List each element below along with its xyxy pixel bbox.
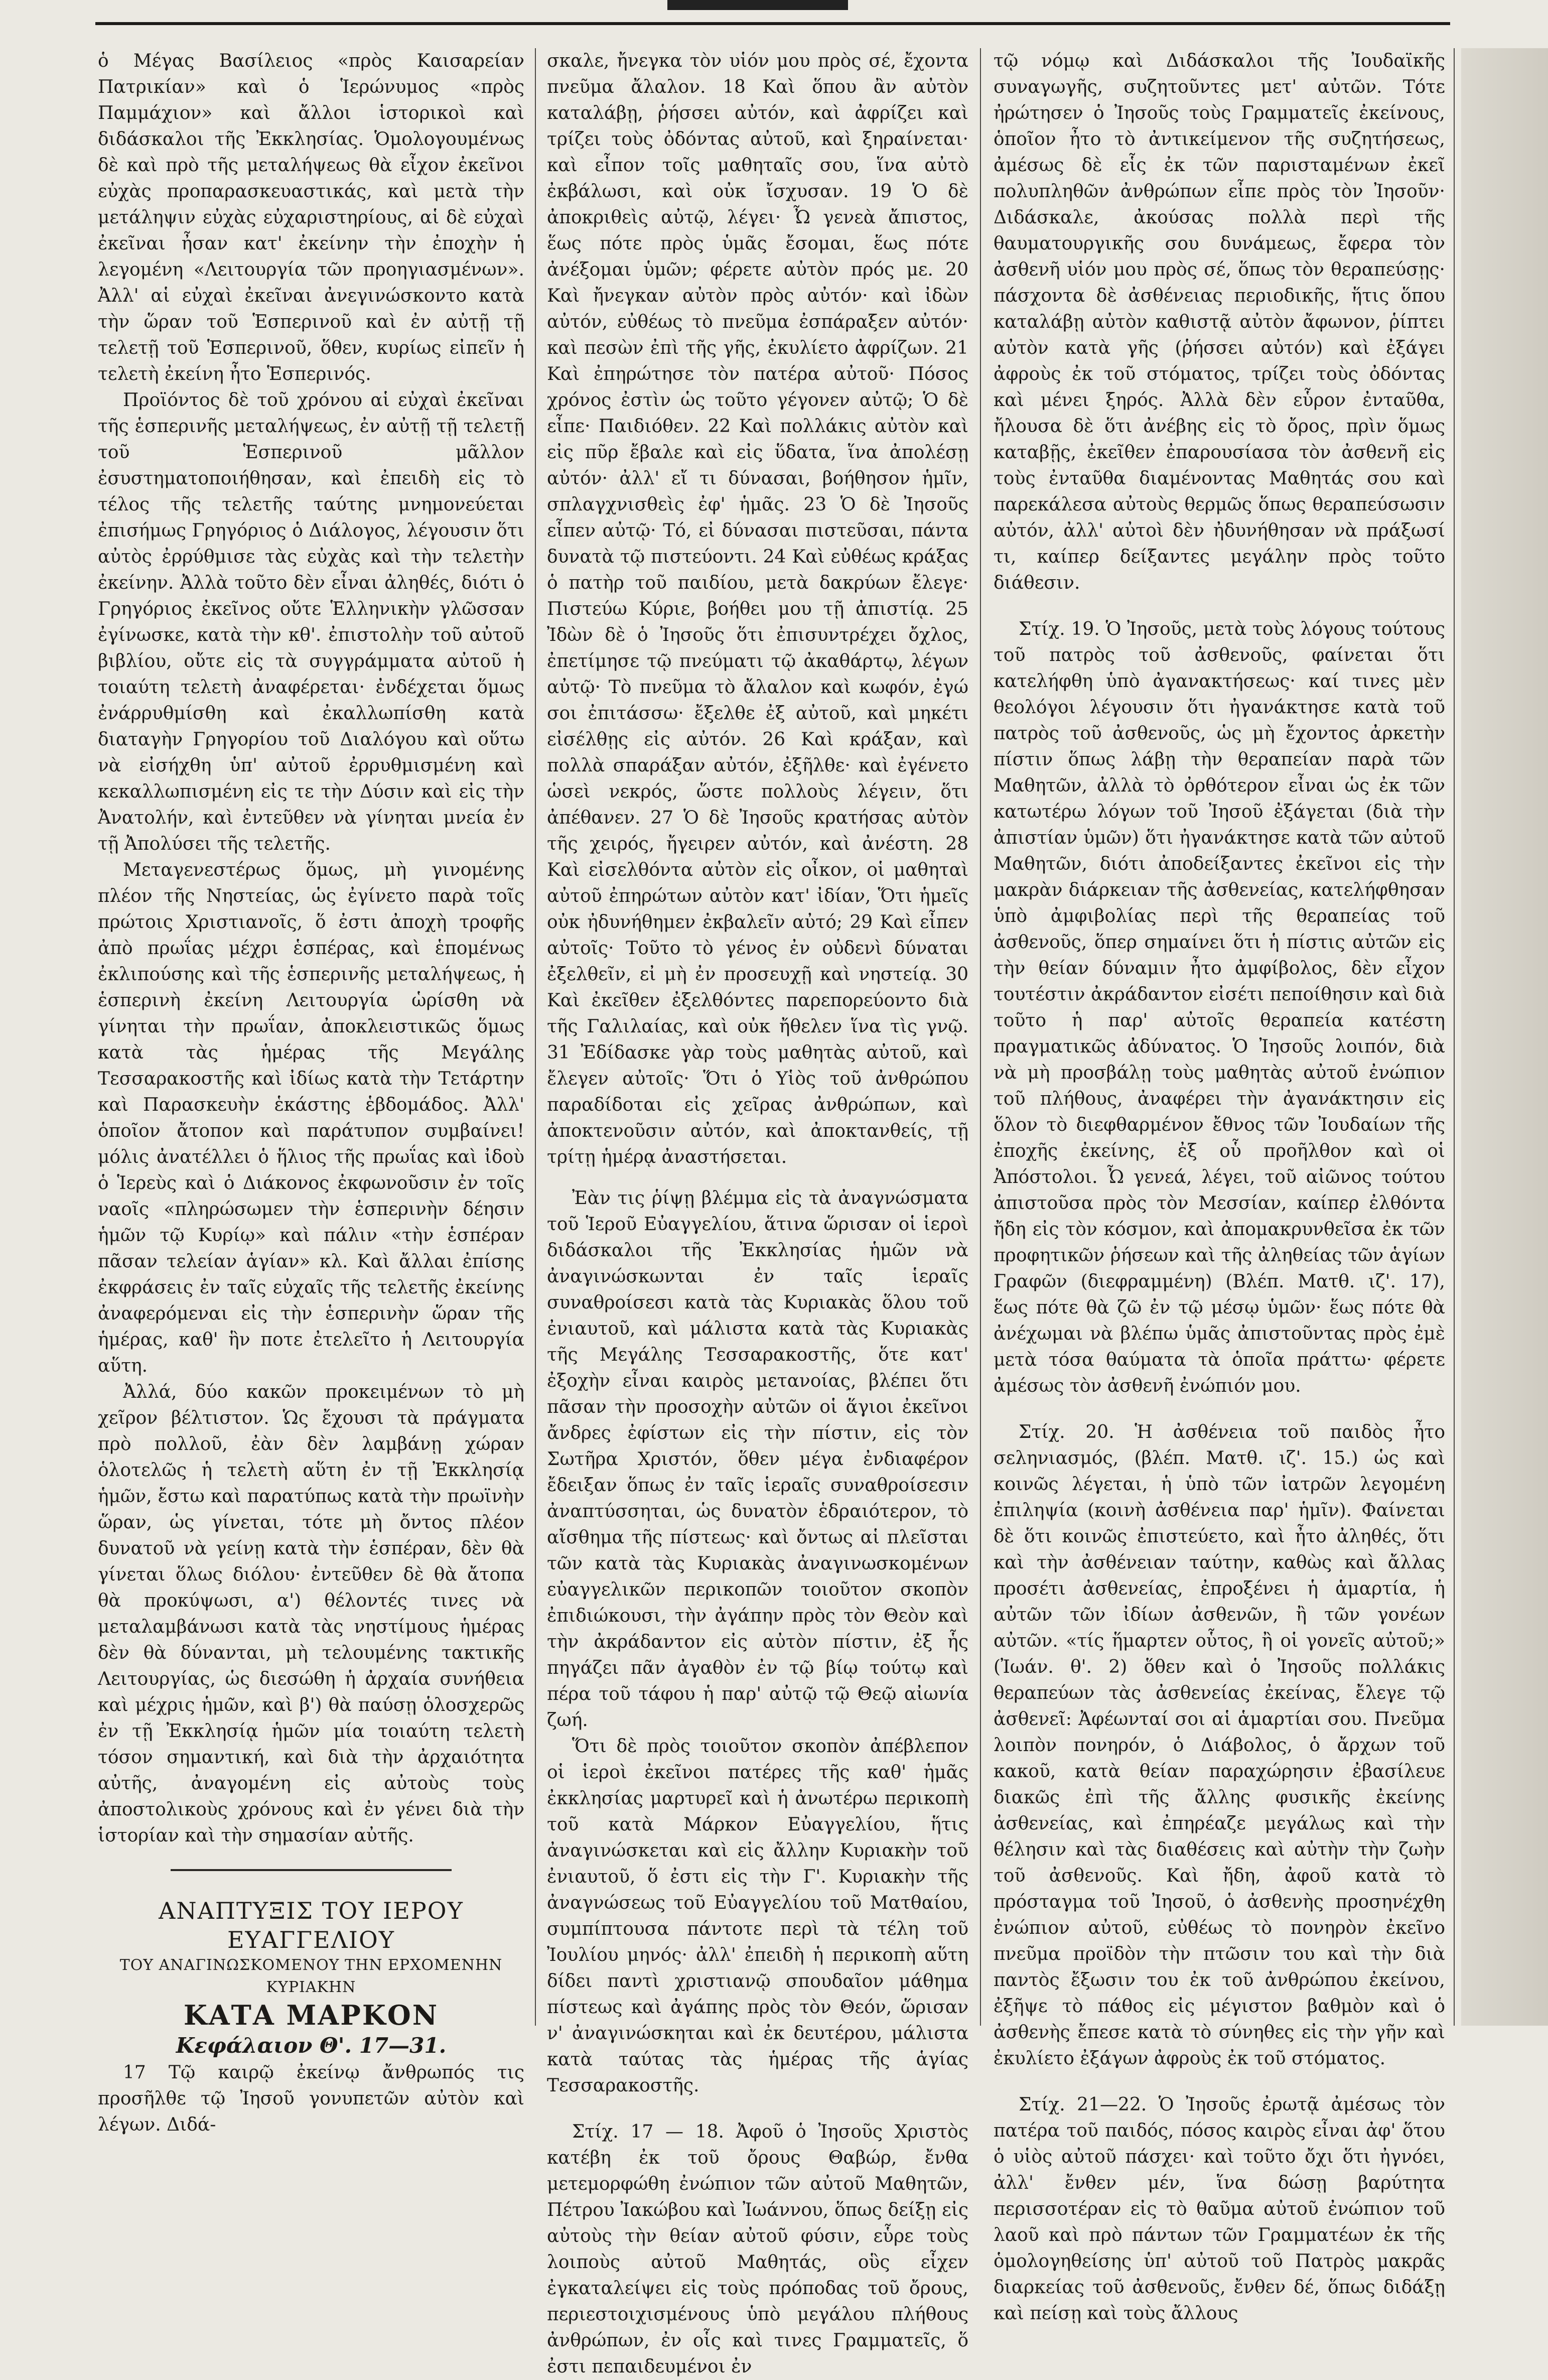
section-subtitle: ΤΟΥ ΑΝΑΓΙΝΩΣΚΟΜΕΝΟΥ ΤΗΝ ΕΡΧΟΜΕΝΗΝ ΚΥΡΙΑΚΗΝ xyxy=(119,1956,503,1996)
col1-paragraph-1: ὁ Μέγας Βασίλειος «πρὸς Καισαρείαν Πατρικίαν» καὶ ὁ Ἱερώνυμος «πρὸς Παμμάχιον» καὶ ἄλλοι ἱστορικοὶ καὶ διδάσκαλοι τῆς Ἐκκλησίας. Ὁμολογουμένως δὲ καὶ πρὸ τῆς μεταλήψεως θὰ εἶχον ἐκεῖνοι εὐχὰς προπαρασκευαστικάς, καὶ μετὰ τὴν μετάληψιν εὐχὰς εὐχαριστηρίους, αἱ δὲ εὐχαὶ ἐκεῖναι ἦσαν κατ' ἐκείνην τὴν ἐποχὴν ἡ λεγομένη «Λειτουργία τῶν προηγιασμένων». Ἀλλ' αἱ εὐχαὶ ἐκεῖναι ἀνεγινώσκοντο κατὰ τὴν ὥραν τοῦ Ἑσπερινοῦ καὶ ἐν αὐτῇ τῇ τελετῇ τοῦ Ἑσπερινοῦ, ὅθεν, κυρίως εἰπεῖν ἡ τελετὴ ἐκείνη ἦτο Ἑσπερινός. xyxy=(98,51,524,384)
column-divider-3 xyxy=(1454,48,1455,2026)
top-rule xyxy=(95,22,1450,25)
col2-paragraph-3: Ὅτι δὲ πρὸς τοιοῦτον σκοπὸν ἀπέβλεπον οἱ ἱεροὶ ἐκεῖνοι πατέρες τῆς καθ' ἡμᾶς ἐκκλησίας μαρτυρεῖ καὶ ἡ ἀνωτέρω περικοπὴ τοῦ κατὰ Μάρκον Εὐαγγελίου, ἥτις ἀναγινώσκεται καὶ εἰς ἄλλην Κυριακὴν τοῦ ἐνιαυτοῦ, ὅ ἐστι εἰς τὴν Γ'. Κυριακὴν τῆς ἀναγνώσεως τοῦ Εὐαγγελίου τοῦ Ματθαίου, συμπίπτουσα πάντοτε περὶ τὰ τέλη τοῦ Ἰουλίου μηνός· ἀλλ' ἐπειδὴ ἡ περικοπὴ αὕτη δίδει παντὶ χριστιανῷ σπουδαῖον μάθημα πίστεως καὶ ἀγάπης πρὸς τὸν Θεόν, ὥρισαν ν' ἀναγινώσκηται καὶ ἐκ δευτέρου, μάλιστα κατὰ ταύτας τὰς ἡμέρας τῆς ἁγίας Τεσσαρακοστῆς. xyxy=(547,1736,968,2096)
col3-verse-19: Στίχ. 19. Ὁ Ἰησοῦς, μετὰ τοὺς λόγους τούτους τοῦ πατρὸς τοῦ ἀσθενοῦς, φαίνεται ὅτι κατελήφθη ὑπὸ ἀγανακτήσεως· καί τινες μὲν θεολόγοι λέγουσιν ὅτι ἠγανάκτησε κατὰ τοῦ πατρὸς τοῦ ἀσθενοῦς, ὡς μὴ ἔχοντος ἀρκετὴν πίστιν ὅπως λάβῃ τὴν θεραπείαν παρὰ τῶν Μαθητῶν, ἀλλὰ τὸ ὀρθότερον εἶναι ὡς ἐκ τῶν κατωτέρω λόγων τοῦ Ἰησοῦ ἐξάγεται (διὰ τὴν ἀπιστίαν ὑμῶν) ὅτι ἠγανάκτησε κατὰ τῶν αὐτοῦ Μαθητῶν, διότι ἀποδείξαντες ἐκεῖνοι εἰς τὴν μακρὰν διάρκειαν τῆς ἀσθενείας, κατελήφθησαν ὑπὸ ἀμφιβολίας περὶ τῆς θεραπείας τοῦ ἀσθενοῦς, ὅπερ σημαίνει ὅτι ἡ πίστις αὐτῶν εἰς τὴν θείαν δύναμιν ἦτο ἀμφίβολος, δὲν εἶχον τουτέστιν ἀκράδαντον εἰσέτι πεποίθησιν καὶ διὰ τοῦτο ἡ παρ' αὐτοῖς θεραπεία κατέστη πραγματικῶς ἀδύνατος. Ὁ Ἰησοῦς λοιπόν, διὰ νὰ μὴ προσβάλῃ τοὺς μαθητὰς αὐτοῦ ἐνώπιον τοῦ πλήθους, ἀναφέρει τὴν ἀγανάκτησιν εἰς ὅλον τὸ διεφθαρμένον ἔθνος τῶν Ἰουδαίων τῆς ἐποχῆς ἐκείνης, ἐξ οὗ προῆλθον καὶ οἱ Ἀπόστολοι. Ὦ γενεά, λέγει, τοῦ αἰῶνος τούτου ἀπιστοῦσα πρὸς τὸν Μεσσίαν, καίπερ ἐλθόντα ἤδη εἰς τὸν κόσμον, καὶ ἀπομακρυνθεῖσα ἐκ τῶν προφητικῶν ῥήσεων καὶ τῆς ἀληθείας τῶν ἁγίων Γραφῶν (διεφραμμένη) (Βλέπ. Ματθ. ιζ'. 17), ἕως πότε θὰ ζῶ ἐν τῷ μέσῳ ὑμῶν· ἕως πότε θὰ ἀνέχωμαι νὰ βλέπω ὑμᾶς ἀπιστοῦντας πρὸς ἐμὲ μετὰ τόσα θαύματα τὰ ὁποῖα πράττω· φέρετε ἀμέσως τὸν ἀσθενῆ ἐνώπιόν μου. xyxy=(994,619,1445,1396)
col1-paragraph-3: Μεταγενεστέρως ὅμως, μὴ γινομένης πλέον τῆς Νηστείας, ὡς ἐγίνετο παρὰ τοῖς πρώτοις Χριστιανοῖς, ὅ ἐστι ἀποχὴ τροφῆς ἀπὸ πρωΐας μέχρι ἑσπέρας, καὶ ἑπομένως ἐκλιπούσης καὶ τῆς ἑσπερινῆς μεταλήψεως, ἡ ἑσπερινὴ ἐκείνη Λειτουργία ὡρίσθη νὰ γίνηται τὴν πρωΐαν, ἀποκλειστικῶς ὅμως κατὰ τὰς ἡμέρας τῆς Μεγάλης Τεσσαρακοστῆς καὶ ἰδίως κατὰ τὴν Τετάρτην καὶ Παρασκευὴν ἑκάστης ἑβδομάδος. Ἀλλ' ὁποῖον ἄτοπον καὶ παράτυπον συμβαίνει! μόλις ἀνατέλλει ὁ ἥλιος τῆς πρωΐας καὶ ἰδοὺ ὁ Ἱερεὺς καὶ ὁ Διάκονος ἐκφωνοῦσιν ἐν τοῖς ναοῖς «πληρώσωμεν τὴν ἑσπερινὴν δέησιν ἡμῶν τῷ Κυρίῳ» καὶ πάλιν «τὴν ἑσπέραν πᾶσαν τελείαν ἁγίαν» κλ. Καὶ ἄλλαι ἐπίσης ἐκφράσεις ἐν ταῖς εὐχαῖς τῆς τελετῆς ἐκείνης ἀναφερόμεναι εἰς τὴν ἑσπερινὴν ὥραν τῆς ἡμέρας, καθ' ἣν ποτε ἐτελεῖτο ἡ Λειτουργία αὕτη. xyxy=(98,860,524,1376)
col2-gospel-text: σκαλε, ἤνεγκα τὸν υἱόν μου πρὸς σέ, ἔχοντα πνεῦμα ἄλαλον. 18 Καὶ ὅπου ἂν αὐτὸν καταλάβῃ, ῥήσσει αὐτόν, καὶ ἀφρίζει καὶ τρίζει τοὺς ὀδόντας αὐτοῦ, καὶ ξηραίνεται· καὶ εἶπον τοῖς μαθηταῖς σου, ἵνα αὐτὸ ἐκβάλωσι, καὶ οὐκ ἴσχυσαν. 19 Ὁ δὲ ἀποκριθεὶς αὐτῷ, λέγει· Ὦ γενεὰ ἄπιστος, ἕως πότε πρὸς ὑμᾶς ἔσομαι, ἕως πότε ἀνέξομαι ὑμῶν; φέρετε αὐτὸν πρός με. 20 Καὶ ἤνεγκαν αὐτὸν πρὸς αὐτόν· καὶ ἰδὼν αὐτόν, εὐθέως τὸ πνεῦμα ἐσπάραξεν αὐτόν· καὶ πεσὼν ἐπὶ τῆς γῆς, ἐκυλίετο ἀφρίζων. 21 Καὶ ἐπηρώτησε τὸν πατέρα αὐτοῦ· Πόσος χρόνος ἐστὶν ὡς τοῦτο γέγονεν αὐτῷ; Ὁ δὲ εἶπε· Παιδιόθεν. 22 Καὶ πολλάκις αὐτὸν καὶ εἰς πῦρ ἔβαλε καὶ εἰς ὕδατα, ἵνα ἀπολέσῃ αὐτόν· ἀλλ' εἴ τι δύνασαι, βοήθησον ἡμῖν, σπλαγχνισθεὶς ἐφ' ἡμᾶς. 23 Ὁ δὲ Ἰησοῦς εἶπεν αὐτῷ· Τό, εἰ δύνασαι πιστεῦσαι, πάντα δυνατὰ τῷ πιστεύοντι. 24 Καὶ εὐθέως κράξας ὁ πατὴρ τοῦ παιδίου, μετὰ δακρύων ἔλεγε· Πιστεύω Κύριε, βοήθει μου τῇ ἀπιστίᾳ. 25 Ἰδὼν δὲ ὁ Ἰησοῦς ὅτι ἐπισυντρέχει ὄχλος, ἐπετίμησε τῷ πνεύματι τῷ ἀκαθάρτῳ, λέγων αὐτῷ· Τὸ πνεῦμα τὸ ἄλαλον καὶ κωφόν, ἐγώ σοι ἐπιτάσσω· ἔξελθε ἐξ αὐτοῦ, καὶ μηκέτι εἰσέλθῃς εἰς αὐτόν. 26 Καὶ κράξαν, καὶ πολλὰ σπαράξαν αὐτόν, ἐξῆλθε· καὶ ἐγένετο ὡσεὶ νεκρός, ὥστε πολλοὺς λέγειν, ὅτι ἀπέθανεν. 27 Ὁ δὲ Ἰησοῦς κρατήσας αὐτὸν τῆς χειρός, ἤγειρεν αὐτόν, καὶ ἀνέστη. 28 Καὶ εἰσελθόντα αὐτὸν εἰς οἶκον, οἱ μαθηταὶ αὐτοῦ ἐπηρώτων αὐτὸν κατ' ἰδίαν, Ὅτι ἡμεῖς οὐκ ἠδυνήθημεν ἐκβαλεῖν αὐτό; 29 Καὶ εἶπεν αὐτοῖς· Τοῦτο τὸ γένος ἐν οὐδενὶ δύναται ἐξελθεῖν, εἰ μὴ ἐν προσευχῇ καὶ νηστείᾳ. 30 Καὶ ἐκεῖθεν ἐξελθόντες παρεπορεύοντο διὰ τῆς Γαλιλαίας, καὶ οὐκ ἤθελεν ἵνα τὶς γνῷ. 31 Ἐδίδασκε γὰρ τοὺς μαθητὰς αὐτοῦ, καὶ ἔλεγεν αὐτοῖς· Ὅτι ὁ Υἱὸς τοῦ ἀνθρώπου παραδίδοται εἰς χεῖρας ἀνθρώπων, καὶ ἀποκτενοῦσιν αὐτόν, καὶ ἀποκτανθείς, τῇ τρίτῃ ἡμέρᾳ ἀναστήσεται. xyxy=(547,51,968,1167)
col3-verse-20: Στίχ. 20. Ἡ ἀσθένεια τοῦ παιδὸς ἦτο σεληνιασμός, (βλέπ. Ματθ. ιζ'. 15.) ὡς καὶ κοινῶς λέγεται, ἡ ὑπὸ τῶν ἰατρῶν λεγομένη ἐπιληψία (κοινὴ ἀσθένεια παρ' ἡμῖν). Φαίνεται δὲ ὅτι κοινῶς ἐπιστεύετο, καὶ ἦτο ἀληθές, ὅτι καὶ τὴν ἀσθένειαν ταύτην, καθὼς καὶ ἄλλας προσέτι ἀσθενείας, ἐπροξένει ἡ ἁμαρτία, ἡ αὐτῶν τῶν ἰδίων ἀσθενῶν, ἢ τῶν γονέων αὐτῶν. «τίς ἥμαρτεν οὗτος, ἢ οἱ γονεῖς αὐτοῦ;» (Ἰωάν. θ'. 2) ὅθεν καὶ ὁ Ἰησοῦς πολλάκις θεραπεύων τὰς ἀσθενείας ἐκείνας, ἔλεγε τῷ ἀσθενεῖ: Ἀφέωνταί σοι αἱ ἁμαρτίαι σου. Πνεῦμα λοιπὸν πονηρόν, ὁ Διάβολος, ὁ ἄρχων τοῦ κακοῦ, κατὰ θείαν παραχώρησιν ἐβασίλευε διακῶς ἐπὶ τῆς ἄλλης φυσικῆς ἐκείνης ἀσθενείας, καὶ ἐπηρέαζε μεγάλως καὶ τὴν θέλησιν καὶ τὰς διαθέσεις καὶ αὐτὴν τὴν ζωὴν τοῦ ἀσθενοῦς. Καὶ ἤδη, ἀφοῦ κατὰ τὸ πρόσταγμα τοῦ Ἰησοῦ, ὁ ἀσθενὴς προσηνέχθη ἐνώπιον αὐτοῦ, εὐθέως τὸ πονηρὸν ἐκεῖνο πνεῦμα προϊδὸν τὴν πτῶσιν του καὶ τὴν διὰ παντὸς ἔξωσιν του ἐκ τοῦ ἀνθρώπου ἐκείνου, ἐξῆψε τὸ πάθος εἰς μέγιστον βαθμὸν καὶ ὁ ἀσθενὴς ἔπεσε κατὰ τὸ σύνηθες εἰς τὴν γῆν καὶ ἐκυλίετο ἐξάγων ἀφροὺς ἐκ τοῦ στόματος. xyxy=(994,1422,1445,2069)
column-divider-2 xyxy=(980,48,981,2026)
column-divider-1 xyxy=(535,48,536,2026)
column-2 xyxy=(547,48,968,2377)
section-title: ΑΝΑΠΤΥΞΙΣ ΤΟΥ ΙΕΡΟΥ ΕΥΑΓΓΕΛΙΟΥ xyxy=(159,1897,464,1953)
col2-verse-commentary: Στίχ. 17 — 18. Ἀφοῦ ὁ Ἰησοῦς Χριστὸς κατέβη ἐκ τοῦ ὄρους Θαβώρ, ἔνθα μετεμορφώθη ἐνώπιον τῶν αὐτοῦ Μαθητῶν, Πέτρου Ἰακώβου καὶ Ἰωάννου, ὅπως δείξῃ εἰς αὐτοὺς τὴν θείαν αὐτοῦ φύσιν, εὗρε τοὺς λοιποὺς αὐτοῦ Μαθητάς, οὓς εἶχεν ἐγκαταλείψει εἰς τοὺς πρόποδας τοῦ ὄρους, περιεστοιχισμένους ὑπὸ μεγάλου πλήθους ἀνθρώπων, ἐν οἷς καὶ τινες Γραμματεῖς, ὅ ἐστι πεπαιδευμένοι ἐν xyxy=(547,2122,968,2377)
column-3 xyxy=(994,48,1445,2324)
col3-paragraph-1: τῷ νόμῳ καὶ Διδάσκαλοι τῆς Ἰουδαϊκῆς συναγωγῆς, συζητοῦντες μετ' αὐτῶν. Τότε ἠρώτησεν ὁ Ἰησοῦς τοὺς Γραμματεῖς ἐκείνους, ὁποῖον ἦτο τὸ ἀντικείμενον τῆς συζητήσεως, ἀμέσως δὲ εἷς ἐκ τῶν παρισταμένων ἐκεῖ πολυπληθῶν ἀνθρώπων εἶπε πρὸς τὸν Ἰησοῦν· Διδάσκαλε, ἀκούσας πολλὰ περὶ τῆς θαυματουργικῆς σου δυνάμεως, ἔφερα τὸν ἀσθενῆ υἱόν μου πρὸς σέ, ὅπως τὸν θεραπεύσῃς· πάσχοντα δὲ ἀσθένειας περιοδικῆς, ἥτις ὅπου καταλάβῃ αὐτὸν καθιστᾷ αὐτὸν ἄφωνον, ῥίπτει αὐτὸν κατὰ γῆς (ῥήσσει αὐτόν) καὶ ἐξάγει ἀφροὺς ἐκ τοῦ στόματος, τρίζει τοὺς ὀδόντας καὶ μένει ξηρός. Ἀλλὰ δὲν εὗρον ἐνταῦθα, ἤλουσα δὲ ὅτι ἀνέβης εἰς τὸ ὄρος, πρὶν ὅμως καταβῇς, ἐκεῖθεν ἐπαρουσίασα τὸν ἀσθενῆ εἰς τοὺς ἐνταῦθα διαμένοντας Μαθητάς σου καὶ παρεκάλεσα αὐτοὺς θερμῶς ὅπως θεραπεύσωσιν αὐτόν, ἀλλ' αὐτοὶ δὲν ἠδυνήθησαν νὰ πράξωσί τι, καίπερ δείξαντες μεγάλην πρὸς τοῦτο διάθεσιν. xyxy=(994,51,1445,593)
adjacent-page-edge xyxy=(1461,48,1548,2026)
col3-verse-21-22: Στίχ. 21—22. Ὁ Ἰησοῦς ἐρωτᾷ ἀμέσως τὸν πατέρα τοῦ παιδός, πόσος καιρὸς εἶναι ἀφ' ὅτου ὁ υἱὸς αὐτοῦ πάσχει· καὶ τοῦτο ὄχι ὅτι ἠγνόει, ἀλλ' ἔνθεν μέν, ἵνα δώσῃ βαρύτητα περισσοτέραν εἰς τὸ θαῦμα αὐτοῦ ἐνώπιον τοῦ λαοῦ καὶ πρὸ πάντων τῶν Γραμματέων ἐκ τῆς ὁμολογηθείσης ὑπ' αὐτοῦ τοῦ Πατρὸς μακρᾶς διαρκείας τοῦ ἀσθενοῦς, ἔνθεν δέ, ὅπως διδάξῃ καὶ πείσῃ καὶ τοὺς ἄλλους xyxy=(994,2094,1445,2324)
verse-start: 17 Τῷ καιρῷ ἐκείνῳ ἄνθρωπός τις προσῆλθε τῷ Ἰησοῦ γονυπετῶν αὐτὸν καὶ λέγων. Διδά- xyxy=(98,2062,524,2135)
col1-paragraph-2: Προϊόντος δὲ τοῦ χρόνου αἱ εὐχαὶ ἐκεῖναι τῆς ἑσπερινῆς μεταλήψεως, ἐν αὐτῇ τῇ τελετῇ τοῦ Ἑσπερινοῦ μᾶλλον ἐσυστηματοποιήθησαν, καὶ ἐπειδὴ εἰς τὸ τέλος τῆς τελετῆς ταύτης μνημονεύεται ἐπισήμως Γρηγόριος ὁ Διάλογος, λέγουσιν ὅτι αὐτὸς ἐρρύθμισε τὰς εὐχὰς καὶ τὴν τελετὴν ἐκείνην. Ἀλλὰ τοῦτο δὲν εἶναι ἀληθές, διότι ὁ Γρηγόριος ἐκεῖνος οὔτε Ἑλληνικὴν γλῶσσαν ἐγίνωσκε, κατὰ τὴν κθ'. ἐπιστολὴν τοῦ αὐτοῦ βιβλίου, οὔτε εἰς τὰ συγγράμματα αὐτοῦ ἡ τοιαύτη τελετὴ ἀναφέρεται· ἐνδέχεται ὅμως ἐνάρρυθμίσθη καὶ ἐκαλλωπίσθη κατὰ διαταγὴν Γρηγορίου τοῦ Διαλόγου καὶ οὕτω νὰ εἰσήχθη ὑπ' αὐτοῦ ἐρρυθμισμένη καὶ κεκαλλωπισμένη εἰς τε τὴν Δύσιν καὶ εἰς τὴν Ἀνατολήν, καὶ ἐντεῦθεν νὰ γίνηται μνεία ἐν τῇ Ἀπολύσει τῆς τελετῆς. xyxy=(98,390,524,854)
gospel-title: ΚΑΤΑ ΜΑΡΚΟΝ xyxy=(183,1999,439,2031)
column-1 xyxy=(98,48,524,2135)
masthead-fragment xyxy=(667,0,848,10)
col1-paragraph-4: Ἀλλά, δύο κακῶν προκειμένων τὸ μὴ χεῖρον βέλτιστον. Ὡς ἔχουσι τὰ πράγματα πρὸ πολλοῦ, ἐὰν δὲν λαμβάνῃ χώραν ὁλοτελῶς ἡ τελετὴ αὕτη ἐν τῇ Ἐκκλησίᾳ ἡμῶν, ἔστω καὶ παρατύπως κατὰ τὴν πρωϊνὴν ὥραν, ὡς γίνεται, τότε μὴ ὄντος πλέον δυνατοῦ νὰ γείνῃ κατὰ τὴν ἑσπέραν, δὲν θὰ γίνεται ὅλως διόλου· ἐντεῦθεν δὲ θὰ ἄτοπα θὰ προκύψωσι, α') θέλοντές τινες νὰ μεταλαμβάνωσι κατὰ τὰς νηστίμους ἡμέρας δὲν θὰ δύνανται, μὴ τελουμένης τακτικῆς Λειτουργίας, ὡς διεσώθη ἡ ἀρχαία συνήθεια καὶ μέχρις ἡμῶν, καὶ β') θὰ παύσῃ ὁλοσχερῶς ἐν τῇ Ἐκκλησίᾳ ἡμῶν μία τοιαύτη τελετὴ τόσον σημαντική, καὶ διὰ τὴν ἀρχαιότητα αὐτῆς, ἀναγομένη εἰς αὐτοὺς τοὺς ἀποστολικοὺς χρόνους καὶ ἐν γένει διὰ τὴν ἱστορίαν καὶ τὴν σημασίαν αὐτῆς. xyxy=(98,1382,524,1846)
col2-paragraph-2: Ἐὰν τις ῥίψῃ βλέμμα εἰς τὰ ἀναγνώσματα τοῦ Ἱεροῦ Εὐαγγελίου, ἅτινα ὥρισαν οἱ ἱεροὶ διδάσκαλοι τῆς Ἐκκλησίας ἡμῶν νὰ ἀναγινώσκωνται ἐν ταῖς ἱεραῖς συναθροίσεσι κατὰ τὰς Κυριακὰς ὅλου τοῦ ἐνιαυτοῦ, καὶ μάλιστα κατὰ τὰς Κυριακὰς τῆς Μεγάλης Τεσσαρακοστῆς, ὅτε κατ' ἐξοχὴν εἶναι καιρὸς μετανοίας, βλέπει ὅτι πᾶσαν τὴν προσοχὴν αὐτῶν οἱ ἅγιοι ἐκεῖνοι ἄνδρες ἐφίστων εἰς τὴν πίστιν, εἰς τὸν Σωτῆρα Χριστόν, ὅθεν μέγα ἐνδιαφέρον ἔδειξαν ὅπως ἐν ταῖς ἱεραῖς συναθροίσεσιν ἀναπτύσσηται, ὡς δυνατὸν ἑδραιότερον, τὸ αἴσθημα τῆς πίστεως· καὶ ὄντως αἱ πλεῖσται τῶν κατὰ τὰς Κυριακὰς ἀναγινωσκομένων εὐαγγελικῶν περικοπῶν τοιοῦτον σκοπὸν ἐπιδιώκουσι, τὴν ἀγάπην πρὸς τὸν Θεὸν καὶ τὴν ἀκράδαντον εἰς αὐτὸν πίστιν, ἐξ ἧς πηγάζει πᾶν ἀγαθὸν ἐν τῷ βίῳ τούτῳ καὶ πέρα τοῦ τάφου ἡ παρ' αὐτῷ τῷ Θεῷ αἰωνία ζωή. xyxy=(547,1188,968,1731)
section-separator xyxy=(171,1869,452,1871)
chapter-title: Κεφάλαιον Θ'. 17—31. xyxy=(176,2033,447,2058)
